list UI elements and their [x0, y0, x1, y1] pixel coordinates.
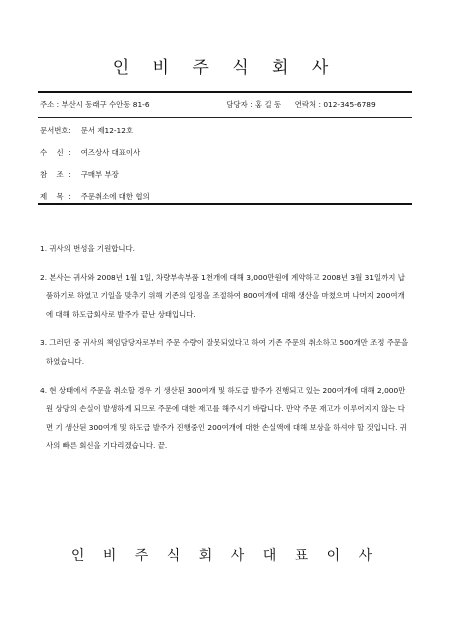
contact-person-text: 담당자 : 홍 길 동: [226, 100, 282, 109]
closing-signature: 인 비 주 식 회 사 대 표 이 사: [70, 548, 380, 564]
top-divider: [38, 91, 412, 93]
company-title: 인 비 주 식 회 사: [112, 58, 338, 78]
cc-value: 구매부 부장: [80, 170, 119, 179]
paragraph-4: 4. 현 상태에서 주문을 취소할 경우 기 생산된 300여개 및 하도급 발주가 진행되고 있는 200여개에 대해 2,000만원 상당의 손실이 발생하게 되므로 주문에 대한 재고를 해주시기 바랍니다. 만약 주문 재고가 이루어지지 않는 다면 기 생산된 300여개 및 하도급 발주가 진행중인 200여개에 대한 손실액에 대해 보상을 하셔야 할 것입니다. 귀사의 빠른 회신을 기다리겠습니다. 끝.: [40, 385, 407, 451]
cc-row: 참 조 : 구매부 부장: [40, 170, 119, 179]
recipient-row: 수 신 : 여즈상사 대표이사: [40, 148, 141, 157]
doc-number-value: 문서 제12-12호: [80, 126, 134, 135]
subject-row: 제 목 : 주문취소에 대한 협의: [40, 192, 150, 201]
document-body: [40, 240, 410, 466]
header-bottom-divider: [38, 203, 412, 205]
doc-number-label: 문서번호: [40, 126, 69, 135]
subject-value: 주문취소에 대한 협의: [80, 192, 150, 201]
sender-info: [40, 99, 412, 110]
info-divider: [38, 117, 412, 118]
recipient-value: 여즈상사 대표이사: [80, 148, 141, 157]
paragraph-2: 2. 본사는 귀사와 2008년 1월 1일, 차량부속부품 1천개에 대해 3,000만원에 계약하고 2008년 3월 31일까지 납품하기로 하였고 기일을 맞추기 위해 기존의 일정을 조절하여 800여개에 대해 생산을 마쳤으며 나머지 200여개에 대해 하도급회사로 발주가 끝난 상태입니다.: [40, 272, 405, 319]
address-text: 주소 : 부산시 동래구 수안동 81-6: [40, 100, 150, 109]
subject-label: 제 목: [40, 192, 64, 201]
cc-label: 참 조: [40, 170, 64, 179]
paragraph-1: 1. 귀사의 번성을 기원합니다.: [40, 244, 135, 253]
recipient-label: 수 신: [40, 148, 64, 157]
doc-number-row: 문서번호 : 문서 제12-12호: [40, 126, 134, 135]
phone-text: 연락처 : 012-345-6789: [294, 100, 376, 109]
paragraph-3: 3. 그러던 중 귀사의 책임담당자로부터 주문 수량이 잘못되었다고 하여 기존 주문의 취소하고 500개만 조정 주문을 하였습니다.: [40, 338, 409, 366]
